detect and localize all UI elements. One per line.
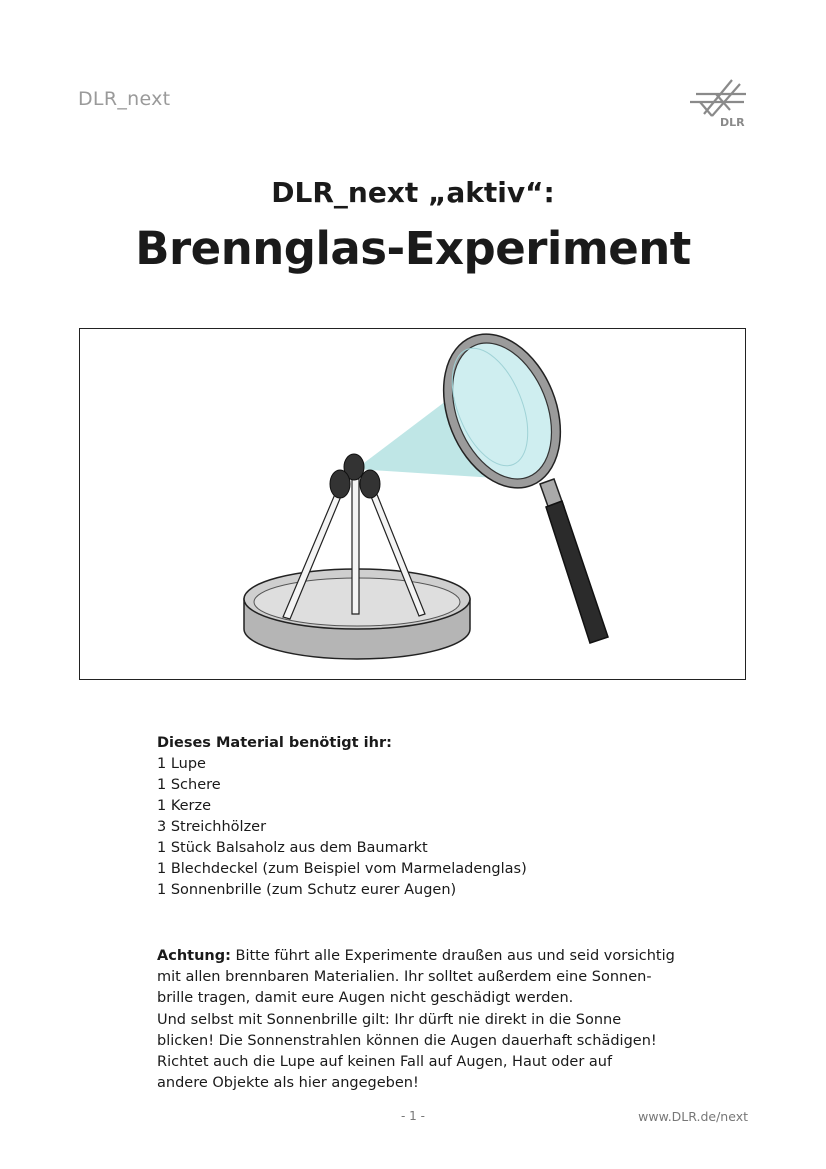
warning-label: Achtung: (157, 948, 231, 964)
materials-list (157, 733, 527, 901)
list-item: 1 Blechdeckel (zum Beispiel vom Marmeladenglas) (157, 861, 527, 877)
dlr-logo (686, 76, 750, 132)
warning-line: mit allen brennbaren Materialien. Ihr solltet außerdem eine Sonnen- (157, 969, 652, 986)
warning-line: Und selbst mit Sonnenbrille gilt: Ihr dürft nie direkt in die Sonne (157, 1011, 622, 1028)
list-item: 1 Schere (157, 777, 221, 793)
list-item: 3 Streichhölzer (157, 819, 267, 835)
warning-line: brille tragen, damit eure Augen nicht geschädigt werden. (157, 990, 574, 1007)
warning-line: blicken! Die Sonnenstrahlen können die Augen dauerhaft schädigen! (157, 1032, 657, 1049)
warning-text: Bitte führt alle Experimente draußen aus und seid vorsichtig (230, 948, 675, 964)
page-title: Brennglas-Experiment (135, 222, 691, 275)
footer-url[interactable]: www.DLR.de/next (638, 1109, 748, 1124)
list-item: 1 Kerze (157, 798, 212, 814)
logo-text: DLR (720, 116, 745, 129)
warning-line (157, 946, 677, 967)
brand-label: DLR_next (78, 88, 171, 110)
experiment-illustration (79, 328, 746, 680)
warning-paragraph (157, 946, 677, 1094)
warning-line: Richtet auch die Lupe auf keinen Fall auf Augen, Haut oder auf (157, 1054, 613, 1071)
list-item: 1 Sonnenbrille (zum Schutz eurer Augen) (157, 882, 457, 898)
materials-heading: Dieses Material benötigt ihr: (157, 735, 392, 751)
subtitle: DLR_next „aktiv“: (271, 176, 555, 209)
magnifier-handle-shape (540, 479, 608, 643)
page-number: - 1 - (401, 1109, 425, 1123)
list-item: 1 Lupe (157, 756, 206, 772)
warning-line: andere Objekte als hier angegeben! (157, 1075, 419, 1092)
list-item: 1 Stück Balsaholz aus dem Baumarkt (157, 840, 428, 856)
